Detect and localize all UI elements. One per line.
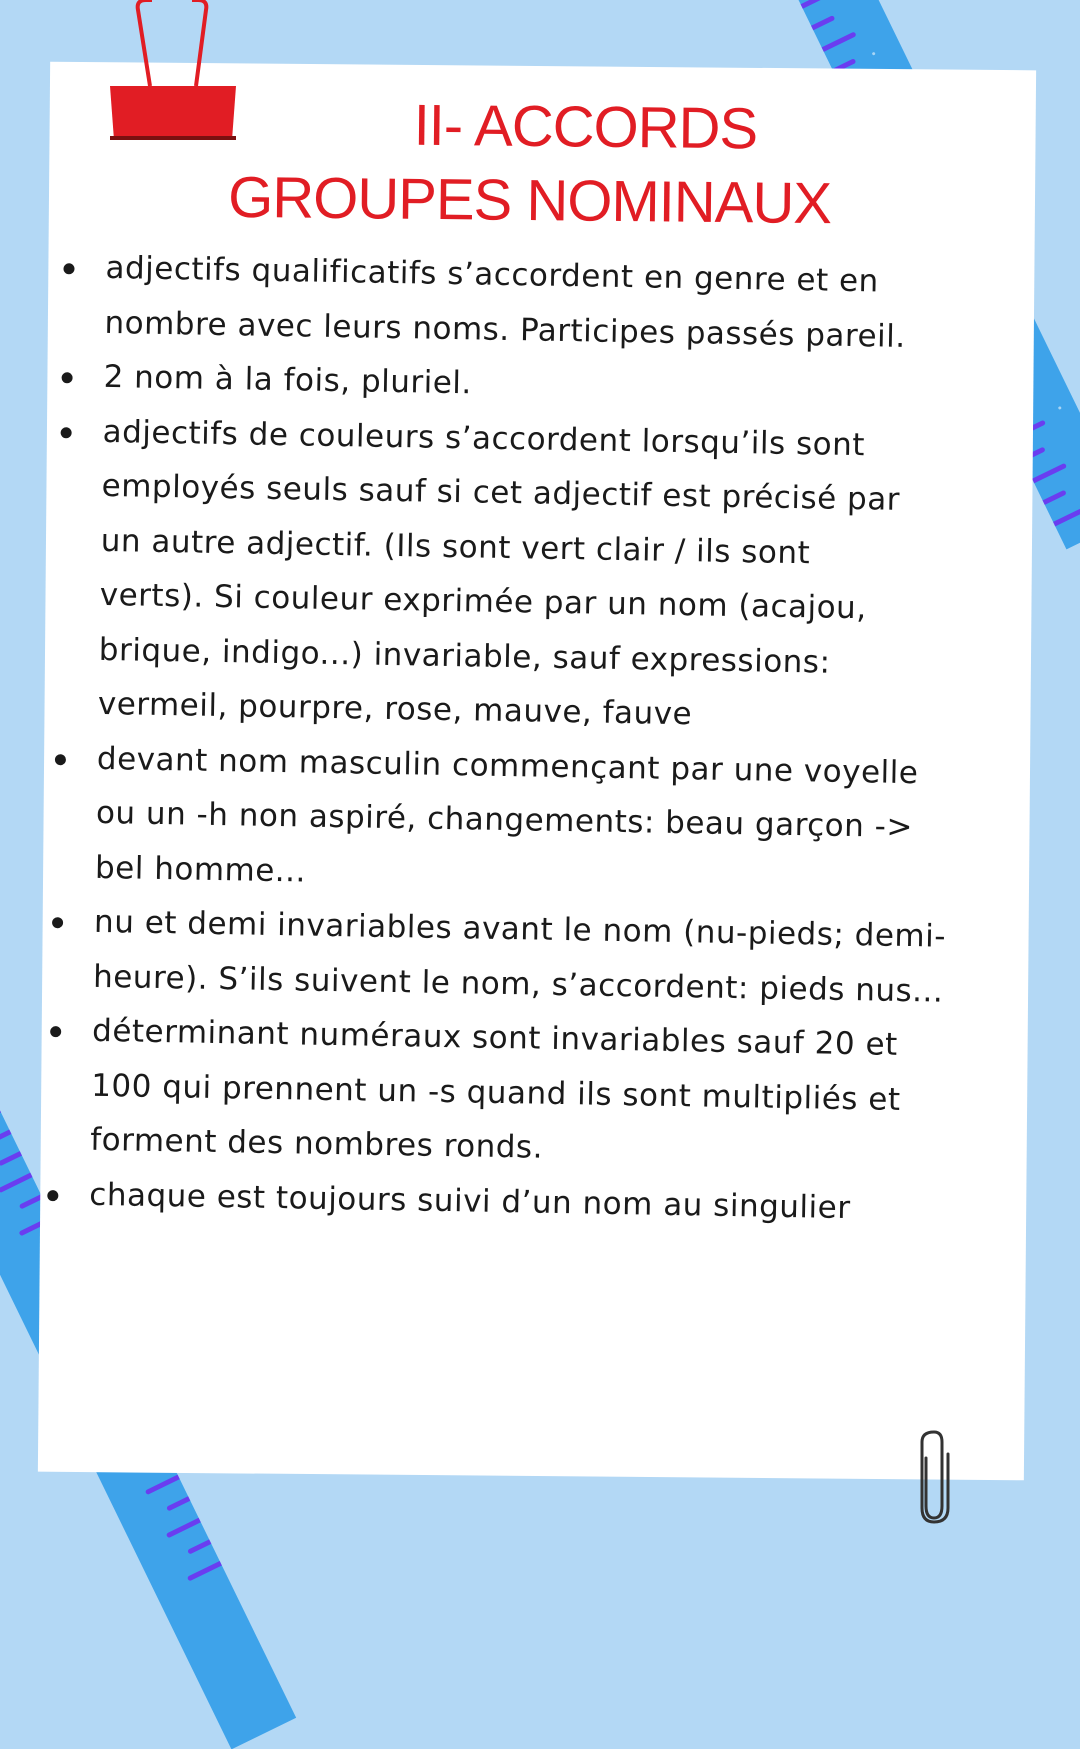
notes-list	[35, 240, 1002, 1237]
note-line: adjectifs qualificatifs s’accordent en genre et en	[105, 249, 880, 300]
list-item	[50, 240, 1002, 366]
note-line: vermeil, pourpre, rose, mauve, fauve	[97, 685, 693, 733]
note-line: devant nom masculin commençant par une voyelle	[96, 740, 919, 791]
note-line: heure). S’ils suivent le nom, s’accordent: pieds nus...	[92, 958, 944, 1010]
note-line: un autre adjectif. (Ils sont vert clair / ils sont	[100, 522, 811, 571]
note-line: forment des nombres ronds.	[89, 1121, 544, 1166]
title-line-1: II- ACCORDS	[413, 92, 758, 162]
note-line: employés seuls sauf si cet adjectif est précisé par	[101, 467, 901, 518]
list-item	[39, 894, 991, 1020]
note-line: bel homme...	[94, 849, 307, 890]
paperclip-icon	[912, 1428, 956, 1524]
list-item	[41, 730, 994, 910]
list-item	[36, 1003, 989, 1183]
list-item	[43, 403, 999, 747]
note-line: 2 nom à la fois, pluriel.	[103, 358, 473, 402]
note-line: ou un -h non aspiré, changements: beau garçon ->	[95, 794, 914, 846]
note-line: nombre avec leurs noms. Participes passés pareil.	[104, 304, 906, 355]
note-line: déterminant numéraux sont invariables sauf 20 et	[91, 1012, 899, 1063]
title-line-2: GROUPES NOMINAUX	[227, 164, 832, 237]
note-line: nu et demi invariables avant le nom (nu-pieds; demi-	[93, 903, 947, 955]
note-line: adjectifs de couleurs s’accordent lorsqu’ils sont	[102, 413, 866, 463]
note-line: chaque est toujours suivi d’un nom au singulier	[89, 1176, 851, 1226]
note-line: 100 qui prennent un -s quand ils sont multipliés et	[90, 1067, 901, 1118]
note-line: brique, indigo...) invariable, sauf expressions:	[98, 631, 831, 681]
page-title	[149, 86, 911, 242]
note-line: verts). Si couleur exprimée par un nom (acajou,	[99, 576, 867, 627]
